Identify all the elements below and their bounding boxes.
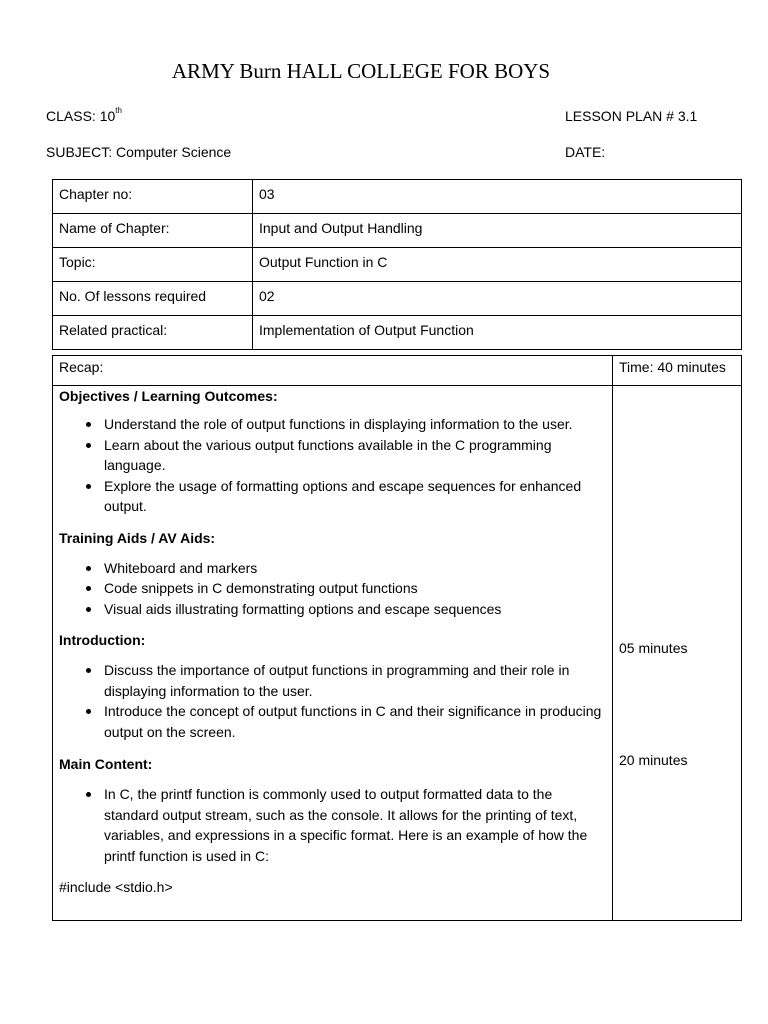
objectives-list xyxy=(59,414,605,517)
info-value: 02 xyxy=(253,282,742,316)
info-value: Output Function in C xyxy=(253,248,742,282)
info-value: Implementation of Output Function xyxy=(253,316,742,350)
lesson-info-table xyxy=(52,179,742,350)
info-row-chapter-name xyxy=(53,214,742,248)
code-snippet: #include <stdio.h> xyxy=(59,879,173,895)
main-content-time: 20 minutes xyxy=(619,752,688,768)
info-row-related-practical xyxy=(53,316,742,350)
list-item: Discuss the importance of output functions in programming and their role in displaying information to the user. xyxy=(104,660,605,701)
introduction-heading: Introduction: xyxy=(59,632,146,648)
info-label: Related practical: xyxy=(53,316,253,350)
column-divider xyxy=(612,356,613,920)
list-item: Visual aids illustrating formatting options and escape sequences xyxy=(104,599,605,620)
info-row-lessons-required xyxy=(53,282,742,316)
list-item: Learn about the various output functions available in the C programming language. xyxy=(104,435,605,476)
info-label: Name of Chapter: xyxy=(53,214,253,248)
subject-label: SUBJECT: Computer Science xyxy=(46,144,232,160)
introduction-time: 05 minutes xyxy=(619,640,688,656)
info-label: No. Of lessons required xyxy=(53,282,253,316)
info-value: Input and Output Handling xyxy=(253,214,742,248)
college-title: ARMY Burn HALL COLLEGE FOR BOYS xyxy=(171,59,551,83)
lesson-plan-number: LESSON PLAN # 3.1 xyxy=(565,108,698,124)
lesson-body-box xyxy=(52,355,742,921)
training-aids-list xyxy=(59,558,605,620)
info-row-topic xyxy=(53,248,742,282)
info-row-chapter-no xyxy=(53,180,742,214)
objectives-heading: Objectives / Learning Outcomes: xyxy=(59,388,278,404)
date-label: DATE: xyxy=(565,144,606,160)
recap-label: Recap: xyxy=(59,359,104,375)
info-label: Topic: xyxy=(53,248,253,282)
list-item: In C, the printf function is commonly used to output formatted data to the standard output stream, such as the console. It allows for the printing of text, variables, and expressions in a specific format. Here is an example of how the printf function is used in C: xyxy=(104,784,605,866)
lesson-content xyxy=(59,386,605,898)
list-item: Code snippets in C demonstrating output functions xyxy=(104,578,605,599)
list-item: Introduce the concept of output functions in C and their significance in producing output on the screen. xyxy=(104,701,605,742)
class-superscript: th xyxy=(115,106,122,115)
info-value: 03 xyxy=(253,180,742,214)
introduction-list xyxy=(59,660,605,742)
total-time: Time: 40 minutes xyxy=(619,359,726,375)
list-item: Whiteboard and markers xyxy=(104,558,605,579)
main-content-list xyxy=(59,784,605,866)
training-aids-heading: Training Aids / AV Aids: xyxy=(59,529,216,546)
main-content-heading: Main Content: xyxy=(59,756,153,772)
class-text: CLASS: 10 xyxy=(46,108,116,124)
class-label xyxy=(46,108,122,124)
list-item: Understand the role of output functions in displaying information to the user. xyxy=(104,414,605,435)
info-label: Chapter no: xyxy=(53,180,253,214)
list-item: Explore the usage of formatting options and escape sequences for enhanced output. xyxy=(104,476,605,517)
